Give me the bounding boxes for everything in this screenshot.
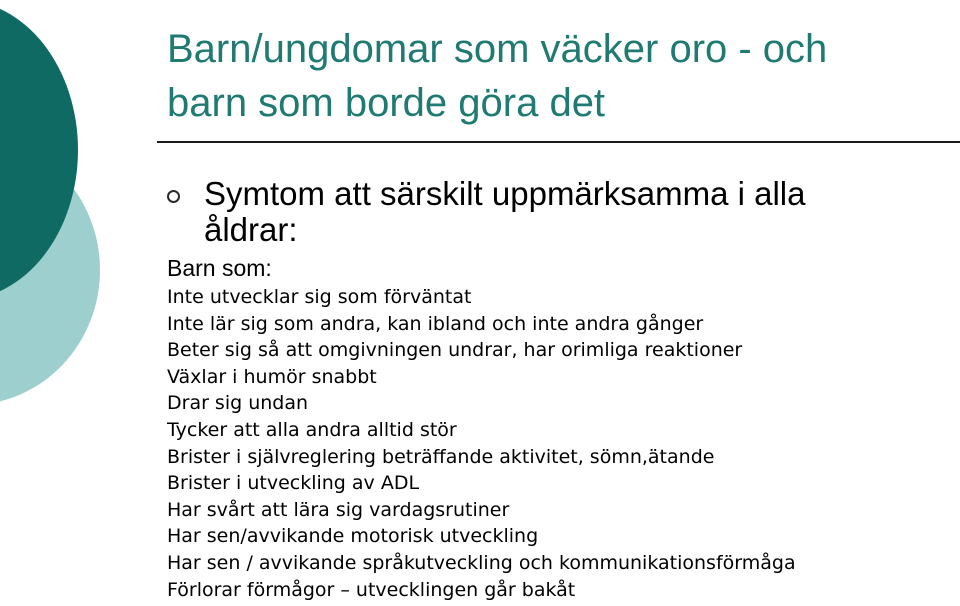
list-item: Har svårt att lära sig vardagsrutiner — [167, 498, 510, 521]
symptom-list — [167, 284, 796, 603]
main-bullet-line-1: Symtom att särskilt uppmärksamma i alla — [204, 175, 806, 212]
list-item: Växlar i humör snabbt — [167, 365, 377, 388]
list-item: Tycker att alla andra alltid stör — [167, 418, 457, 441]
list-item: Har sen / avvikande språkutveckling och kommunikationsförmåga — [167, 551, 796, 574]
slide-title-line-2: barn som borde göra det — [167, 81, 606, 125]
main-bullet-text — [204, 176, 954, 248]
list-item: Inte utvecklar sig som förväntat — [167, 286, 472, 308]
list-item: Inte lär sig som andra, kan ibland och inte andra gånger — [167, 312, 704, 335]
list-item: Drar sig undan — [167, 392, 309, 415]
slide-title-line-1: Barn/ungdomar som väcker oro - och — [167, 27, 828, 71]
list-item: Förlorar förmågor – utvecklingen går bakåt — [167, 578, 576, 601]
hollow-circle-bullet-icon — [167, 190, 180, 203]
list-item: Brister i utveckling av ADL — [167, 472, 420, 495]
list-item: Beter sig så att omgivningen undrar, har orimliga reaktioner — [167, 339, 743, 362]
decorative-side-shapes — [0, 0, 130, 606]
slide-title — [167, 22, 947, 130]
list-item: Brister i självreglering beträffande aktivitet, sömn,ätande — [167, 445, 715, 468]
main-bullet-line-2: åldrar: — [204, 211, 298, 248]
list-item: Har sen/avvikande motorisk utveckling — [167, 525, 539, 548]
sub-heading: Barn som: — [167, 255, 272, 281]
title-divider — [157, 141, 960, 143]
